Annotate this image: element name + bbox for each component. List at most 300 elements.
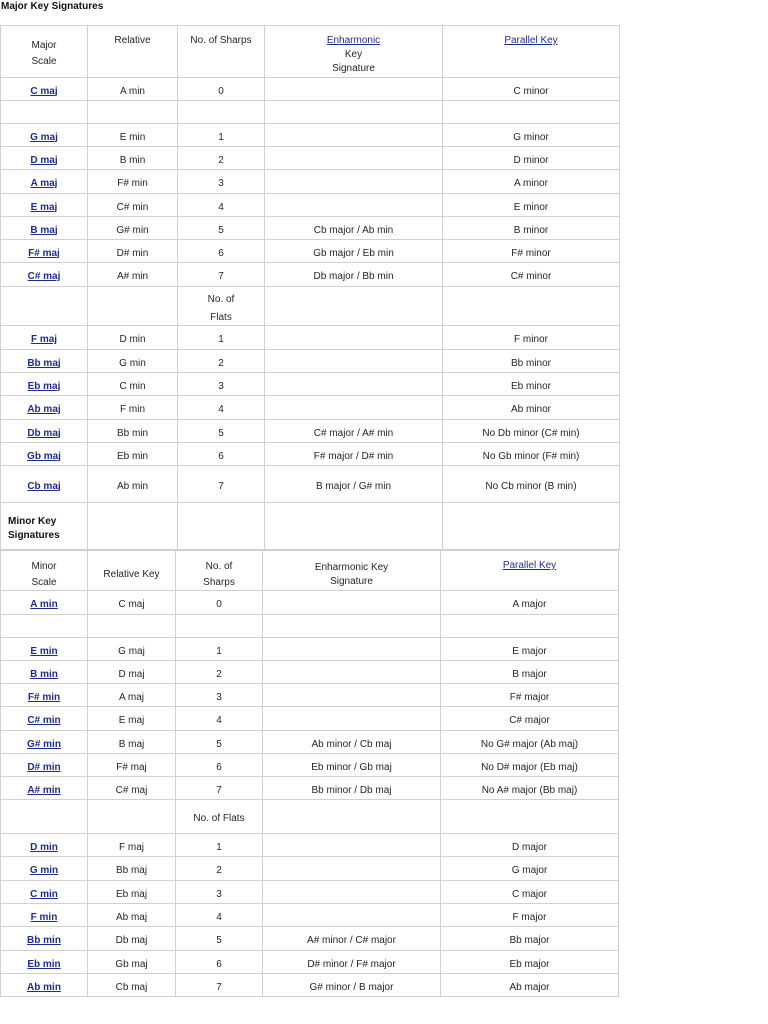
enharmonic-column-cell [265,263,443,286]
scale-column-cell [0,443,88,465]
empty-cell [263,615,441,637]
scale-column-cell [0,240,88,262]
count-column-cell [178,217,265,239]
count-column-cell [178,263,265,286]
header-scale-cell [0,551,88,590]
scale-column-cell [0,857,88,880]
enharmonic-cell: Db major / Bb min [313,271,394,282]
parallel-cell: F major [512,911,547,923]
count-cell: 3 [218,380,224,392]
count-cell: 2 [218,357,224,369]
parallel-cell: C# minor [510,271,552,282]
parallel-column-cell [441,777,619,799]
empty-cell [443,287,620,325]
count-cell: 2 [216,668,222,680]
parallel-cell: A major [512,599,547,610]
relative-cell: B maj [118,738,145,750]
header-count-cell [178,26,265,77]
flats-label: No. of Flats [207,293,235,323]
enharmonic-column-cell [263,904,441,926]
minor-section-label: Minor Key Signatures [8,515,60,541]
relative-cell: D# min [116,247,149,259]
count-column-cell [178,443,265,465]
flats-label: No. of Flats [193,813,245,824]
enharmonic-column-cell [265,170,443,193]
table-row [0,240,620,263]
count-column-cell [178,147,265,169]
enharmonic-cell: B major / G# min [315,480,392,492]
enharmonic-column-cell [263,661,441,683]
empty-cell [0,800,88,833]
enharmonic-cell: Bb minor / Db maj [311,784,392,796]
relative-cell: A min [119,85,145,97]
enharmonic-column-cell [265,373,443,395]
relative-cell: C min [119,380,146,392]
scale-link[interactable]: E maj [30,201,58,213]
header-scale-cell [0,26,88,77]
relative-cell: F maj [119,841,144,853]
table-row [0,217,620,240]
count-column-cell [178,194,265,216]
enharmonic-column-cell [265,78,443,100]
count-cell: 4 [218,404,224,415]
enharmonic-cell: Gb major / Eb min [313,247,394,259]
scale-column-cell [0,78,88,100]
parallel-column-cell [441,638,619,660]
relative-cell: A# min [116,271,149,282]
relative-cell: Bb maj [115,865,148,876]
enharmonic-column-cell [265,466,443,502]
parallel-column-cell [443,373,620,395]
relative-cell: E min [119,131,146,143]
relative-cell: D min [119,334,146,345]
relative-cell: G min [119,357,146,369]
enharmonic-column-cell [265,443,443,465]
count-column-cell [178,350,265,372]
page-title: Major Key Signatures [1,1,104,12]
count-column-cell [176,927,263,950]
relative-cell: C# min [116,201,149,213]
count-cell: 6 [216,761,222,773]
count-cell: 5 [218,224,224,236]
scale-column-cell [0,326,88,349]
parallel-cell: C# major [509,715,550,726]
scale-column-cell [0,754,88,776]
parallel-column-cell [443,326,620,349]
scale-column-cell [0,420,88,442]
parallel-cell: F# major [509,691,550,703]
enharmonic-column-cell [263,974,441,996]
parallel-column-cell [441,927,619,950]
empty-row [0,101,620,124]
empty-cell [88,800,176,833]
enharmonic-cell: F# major / D# min [313,450,394,462]
table-row [0,904,619,927]
relative-cell: Ab min [116,480,149,492]
count-cell: 7 [216,981,222,993]
parallel-cell: B minor [513,224,549,236]
section-label-cell [0,503,88,549]
scale-link[interactable]: Eb min [27,958,61,970]
table-row [0,857,619,881]
relative-column-cell [88,194,178,216]
header-count-cell [176,551,263,590]
parallel-column-cell [441,707,619,730]
parallel-cell: No Cb minor (B min) [485,480,577,492]
empty-cell [441,615,619,637]
count-column-cell [178,326,265,349]
empty-cell [265,287,443,325]
parallel-column-cell [443,420,620,442]
scale-link[interactable]: D# min [27,761,61,773]
parallel-cell: B major [512,668,547,680]
scale-column-cell [0,396,88,419]
relative-column-cell [88,731,176,753]
enharmonic-cell: A# minor / C# major [307,935,396,946]
scale-link[interactable]: C maj [30,85,58,97]
empty-cell [0,615,88,637]
parallel-key-header-link[interactable]: Parallel Key [502,560,557,571]
enharmonic-column-cell [263,731,441,753]
parallel-column-cell [443,350,620,372]
parallel-column-cell [443,443,620,465]
relative-column-cell [88,638,176,660]
scale-column-cell [0,147,88,169]
parallel-key-header-link[interactable]: Parallel Key [504,35,558,46]
empty-cell [0,287,88,325]
scale-column-cell [0,707,88,730]
count-column-cell [178,124,265,146]
minor-section-row [0,503,620,550]
enharmonic-header-link[interactable]: Enharmonic [326,35,381,46]
table-row [0,731,619,754]
table-row [0,591,619,615]
scale-link[interactable]: C# min [27,715,61,726]
relative-column-cell [88,350,178,372]
header-scale: Minor Scale [31,560,57,588]
table-row [0,263,620,287]
count-column-cell [178,466,265,502]
scale-link[interactable]: Ab min [27,981,61,993]
table-row [0,881,619,904]
relative-column-cell [88,396,178,419]
scale-link[interactable]: Ab maj [27,404,61,415]
scale-column-cell [0,731,88,753]
count-cell: 0 [216,599,222,610]
enharmonic-column-cell [263,684,441,706]
relative-column-cell [88,240,178,262]
empty-cell [178,503,265,549]
count-cell: 0 [218,85,224,97]
relative-column-cell [88,974,176,996]
empty-cell [176,615,263,637]
enharmonic-cell: Cb major / Ab min [313,224,394,236]
scale-column-cell [0,350,88,372]
parallel-cell: C minor [513,85,549,97]
enharmonic-column-cell [263,638,441,660]
table-row [0,443,620,466]
relative-column-cell [88,661,176,683]
header-relative-cell [88,551,176,590]
major-key-table [0,25,620,550]
scale-link[interactable]: F# maj [28,247,60,259]
parallel-cell: F# minor [511,247,551,259]
scale-link[interactable]: E min [30,645,58,657]
parallel-column-cell [441,951,619,973]
parallel-column-cell [441,974,619,996]
relative-cell: D maj [118,668,145,680]
relative-column-cell [88,904,176,926]
relative-column-cell [88,754,176,776]
parallel-cell: No D# major (Eb maj) [481,761,578,773]
scale-column-cell [0,373,88,395]
header-row [0,26,620,78]
parallel-column-cell [441,591,619,614]
empty-cell [88,503,178,549]
flats-label-cell [176,800,263,833]
relative-cell: C# maj [115,784,148,796]
enharmonic-column-cell [263,591,441,614]
enharmonic-cell: Eb minor / Gb maj [311,761,392,773]
count-cell: 7 [218,271,224,282]
parallel-column-cell [441,684,619,706]
header-enharmonic-cell [265,26,443,77]
header-relative: Relative [114,35,151,46]
count-column-cell [178,170,265,193]
enharmonic-column-cell [265,396,443,419]
scale-link[interactable]: D min [30,841,58,853]
count-cell: 7 [216,784,222,796]
parallel-cell: C major [511,888,547,900]
scale-column-cell [0,638,88,660]
parallel-cell: G major [511,865,548,876]
relative-column-cell [88,777,176,799]
scale-link[interactable]: F maj [30,334,58,345]
table-row [0,170,620,194]
enharmonic-cell: G# minor / B major [309,981,394,993]
count-cell: 1 [216,645,222,657]
parallel-cell: Ab major [509,981,550,993]
header-count: No. of Sharps [190,35,252,46]
parallel-cell: Eb major [509,958,550,970]
parallel-cell: No G# major (Ab maj) [480,738,579,750]
relative-cell: Gb maj [115,958,148,970]
parallel-column-cell [441,754,619,776]
relative-cell: Cb maj [115,981,148,993]
count-cell: 3 [216,691,222,703]
empty-cell [0,101,88,123]
relative-column-cell [88,124,178,146]
scale-column-cell [0,834,88,856]
scale-link[interactable]: G# min [27,738,61,750]
table-row [0,951,619,974]
enharmonic-cell: C# major / A# min [313,427,394,439]
relative-column-cell [88,326,178,349]
table-row [0,194,620,217]
parallel-column-cell [443,240,620,262]
table-row [0,638,619,661]
header-enharmonic: Enharmonic Key Signature [314,561,389,587]
relative-cell: G maj [118,645,145,657]
enharmonic-column-cell [263,881,441,903]
scale-link[interactable]: C min [30,888,58,900]
scale-column-cell [0,124,88,146]
parallel-cell: D major [511,841,547,853]
relative-column-cell [88,857,176,880]
table-row [0,754,619,777]
table-row [0,777,619,800]
count-column-cell [176,754,263,776]
scale-link[interactable]: Eb maj [27,380,61,392]
relative-cell: Bb min [116,427,149,439]
parallel-column-cell [441,661,619,683]
parallel-column-cell [443,217,620,239]
scale-column-cell [0,591,88,614]
parallel-cell: No A# major (Bb maj) [481,784,578,796]
header-parallel-cell [443,26,620,77]
flats-rows [0,326,620,503]
relative-column-cell [88,373,178,395]
count-column-cell [176,951,263,973]
header-scale: Major Scale [31,40,57,67]
parallel-column-cell [443,466,620,502]
parallel-column-cell [443,194,620,216]
table-row [0,373,620,396]
enharmonic-cell: D# minor / F# major [307,958,396,970]
header-enharmonic-cell [263,551,441,590]
scale-link[interactable]: F# min [27,691,61,703]
enharmonic-column-cell [263,951,441,973]
parallel-column-cell [443,396,620,419]
empty-cell [443,503,620,549]
count-column-cell [176,777,263,799]
count-cell: 1 [218,131,224,143]
relative-column-cell [88,951,176,973]
flats-rows [0,834,619,997]
scale-link[interactable]: Cb maj [27,480,61,492]
enharmonic-column-cell [263,754,441,776]
parallel-cell: A minor [514,178,548,189]
parallel-cell: No Db minor (C# min) [482,427,580,439]
scale-link[interactable]: G maj [30,131,58,143]
scale-link[interactable]: Bb min [27,935,61,946]
count-cell: 6 [218,450,224,462]
count-column-cell [178,78,265,100]
count-cell: 5 [216,738,222,750]
relative-column-cell [88,443,178,465]
parallel-column-cell [441,834,619,856]
parallel-column-cell [443,78,620,100]
count-cell: 1 [216,841,222,853]
count-column-cell [176,904,263,926]
enharmonic-column-cell [263,927,441,950]
scale-link[interactable]: Db maj [27,427,61,439]
relative-column-cell [88,834,176,856]
relative-cell: E maj [118,715,145,726]
enharmonic-cell: Ab minor / Cb maj [311,738,392,750]
scale-link[interactable]: B min [30,668,58,680]
relative-column-cell [88,263,178,286]
scale-link[interactable]: B maj [30,224,58,236]
scale-column-cell [0,777,88,799]
scale-link[interactable]: A min [30,599,58,610]
scale-column-cell [0,194,88,216]
table-row [0,927,619,951]
relative-cell: B min [119,154,146,166]
empty-cell [265,503,443,549]
flats-label-row [0,287,620,326]
table-row [0,466,620,503]
scale-column-cell [0,217,88,239]
table-row [0,78,620,101]
empty-cell [263,800,441,833]
relative-column-cell [88,881,176,903]
count-cell: 7 [218,480,224,492]
enharmonic-column-cell [263,777,441,799]
scale-link[interactable]: Gb maj [27,450,61,462]
scale-link[interactable]: A# min [27,784,61,796]
enharmonic-column-cell [265,326,443,349]
count-column-cell [178,396,265,419]
relative-column-cell [88,420,178,442]
parallel-column-cell [441,904,619,926]
enharmonic-column-cell [265,350,443,372]
scale-link[interactable]: Bb maj [27,357,61,369]
table-row [0,124,620,147]
relative-cell: F min [120,404,145,415]
table-row [0,147,620,170]
parallel-cell: G minor [513,131,549,143]
count-cell: 1 [218,334,224,345]
enharmonic-column-cell [263,857,441,880]
enharmonic-column-cell [265,240,443,262]
header-enharmonic-sub: Key Signature [332,49,375,74]
scale-column-cell [0,974,88,996]
scale-column-cell [0,661,88,683]
empty-cell [88,287,178,325]
scale-link[interactable]: G min [29,865,59,876]
enharmonic-column-cell [265,147,443,169]
count-column-cell [176,707,263,730]
relative-cell: A maj [118,691,144,703]
parallel-column-cell [443,263,620,286]
enharmonic-column-cell [265,124,443,146]
scale-link[interactable]: C# maj [27,271,61,282]
count-column-cell [176,684,263,706]
count-cell: 3 [216,888,222,900]
flats-label-row [0,800,619,834]
empty-cell [88,615,176,637]
parallel-cell: E minor [513,201,549,213]
relative-cell: Eb maj [115,888,148,900]
sharps-rows [0,78,620,287]
parallel-cell: Eb minor [510,380,551,392]
enharmonic-column-cell [265,217,443,239]
scale-column-cell [0,466,88,502]
scale-link[interactable]: A maj [30,178,58,189]
relative-column-cell [88,466,178,502]
scale-link[interactable]: D maj [30,154,58,166]
scale-column-cell [0,684,88,706]
count-column-cell [176,881,263,903]
parallel-column-cell [443,124,620,146]
parallel-cell: E major [512,645,547,657]
parallel-cell: No Gb minor (F# min) [482,450,580,462]
relative-column-cell [88,217,178,239]
relative-column-cell [88,591,176,614]
scale-link[interactable]: F min [30,911,58,923]
header-relative: Relative Key [103,568,160,580]
